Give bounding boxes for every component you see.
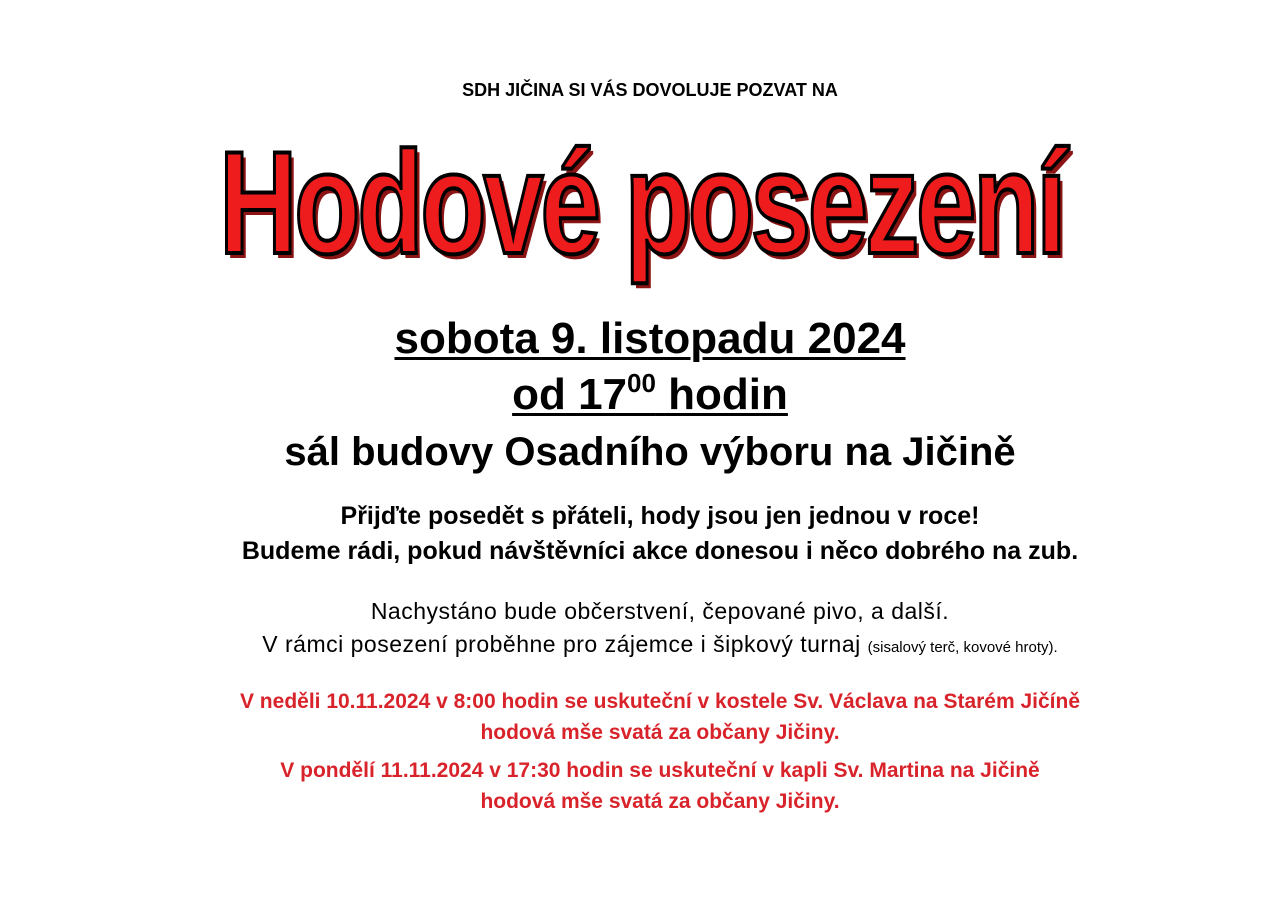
tournament-note: (sisalový terč, kovové hroty).	[867, 639, 1058, 656]
mass-announcement-2-line-1: V pondělí 11.11.2024 v 17:30 hodin se uskuteční v kapli Sv. Martina na Jičině	[280, 759, 1040, 782]
event-time	[10, 368, 1280, 420]
time-suffix: hodin	[655, 370, 788, 419]
tournament-line	[20, 631, 1280, 658]
event-venue: sál budovy Osadního výboru na Jičině	[284, 430, 1016, 474]
tournament-text: V rámci posezení proběhne pro zájemce i šipkový turnaj	[262, 631, 868, 657]
refreshments-line: Nachystáno bude občerstvení, čepované pivo, a další.	[370, 598, 950, 624]
body-text-line-2: Budeme rádi, pokud návštěvníci akce donesou i něco dobrého na zub.	[241, 537, 1079, 565]
event-time-text	[512, 370, 788, 419]
mass-announcement-2-line-2: hodová mše svatá za občany Jičiny.	[480, 790, 840, 813]
time-minutes-superscript: 00	[627, 368, 656, 398]
mass-announcement-1-line-2: hodová mše svatá za občany Jičiny.	[480, 721, 840, 744]
event-title: Hodové posezení	[219, 121, 1064, 284]
mass-announcement-1-line-1: V neděli 10.11.2024 v 8:00 hodin se uskuteční v kostele Sv. Václava na Starém Jičíně	[239, 690, 1081, 713]
event-date: sobota 9. listopadu 2024	[394, 314, 906, 363]
body-text-line-1: Přijďte posedět s přáteli, hody jsou jen jednou v roce!	[340, 502, 980, 530]
time-prefix: od 17	[512, 370, 628, 419]
invitation-line: SDH JIČINA SI VÁS DOVOLUJE POZVAT NA	[462, 80, 838, 100]
